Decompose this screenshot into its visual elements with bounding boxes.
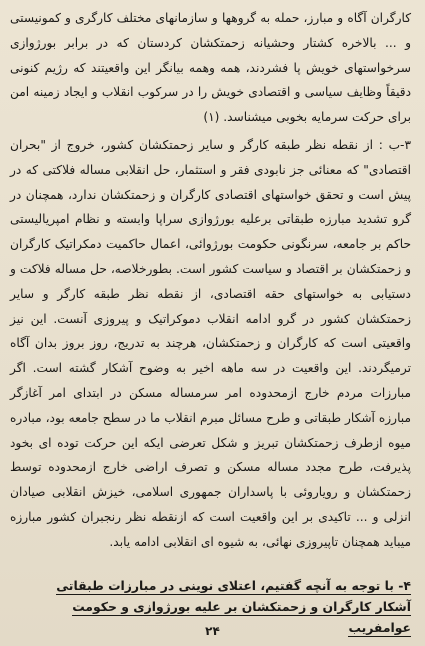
section-4-line-1	[10, 575, 411, 596]
body-text	[10, 6, 411, 555]
section-4-continuation: آشکار کارگران و زحمتکشان بر علیه بورژوازی و حکومت عوامفریب	[72, 599, 411, 635]
section-4-underlined: ۴- با توجه به آنچه گفتیم، اعتلای نوینی در مبارزات طبقاتی	[56, 578, 411, 593]
paragraph-section-3b: ۳-ب : از نقطه نظر طبقه کارگر و سایر زحمتکشان کشور، خروج از "بحران اقتصادی" که معنائی جز نابودی فقر و استثمار، حل انقلابی مساله فلاکتی که در پیش است و تحقق خواستهای اقتصادی کارگران و زحمتکشان ندارد، همچنان در گرو تشدید مبارزه طبقاتی برعلیه بورژوازی سراپا وابسته و نظام امپریالیستی حاکم بر جامعه، سرنگونی حکومت بورژوائی، اعمال حاکمیت دمکراتیک کارگران و زحمتکشان بر اقتصاد و سیاست کشور است. بطورخلاصه، حل مساله فلاکت و دستیابی به خواستهای حقه اقتصادی، از نقطه نظر طبقه کارگر و سایر زحمتکشان کشور در گرو ادامه انقلاب دموکراتیک و پیروزی آنست. این نیز واقعیتی است که کارگران و زحمتکشان، هرچند به تدریج، روز بروز بدان آگاه ترمیگردند. این واقعیت در سه ماهه اخیر به وضوح آشکار گشته است. اگر مبارزات مردم خارج ازمحدوده امر سرمساله مسکن در ابتدای امر آغازگر مبارزه آشکار طبقاتی و طرح مسائل مبرم انقلاب ما در سطح جامعه بود، مبادره میوه ازطرف زحمتکشان تبریز و شکل تعرضی ایکه این حرکت توده ای بخود پذیرفت، طرح مجدد مساله مسکن و تصرف اراضی خارج ازمحدوده توسط زحمتکشان و رویاروئی با پاسداران جمهوری اسلامی، خیزش انقلابی صیادان انزلی و ... تاکیدی بر این واقعیت است که ازنقطه نظر رنجبران کشور مبارزه میباید همچنان تاپیروزی نهائی، به شیوه ای انقلابی ادامه یابد.	[10, 137, 411, 549]
paragraph-intro: کارگران آگاه و مبارز، حمله به گروهها و سازمانهای مختلف کارگری و کمونیستی و ... بالاخره کشتار وحشیانه زحمتکشان کردستان که در برابر بورژوازی سرخواستهای خویش پا فشردند، همه وهمه بیانگر این واقعیتند که رژیم کنونی دقیقاً وظایف سیاسی و اقتصادی خویش را در سرکوب انقلاب و ایجاد زمینه امن برای حرکت سرمایه بخوبی میشناسد. (۱)	[10, 11, 411, 125]
page-number: ۲۴	[205, 624, 220, 638]
